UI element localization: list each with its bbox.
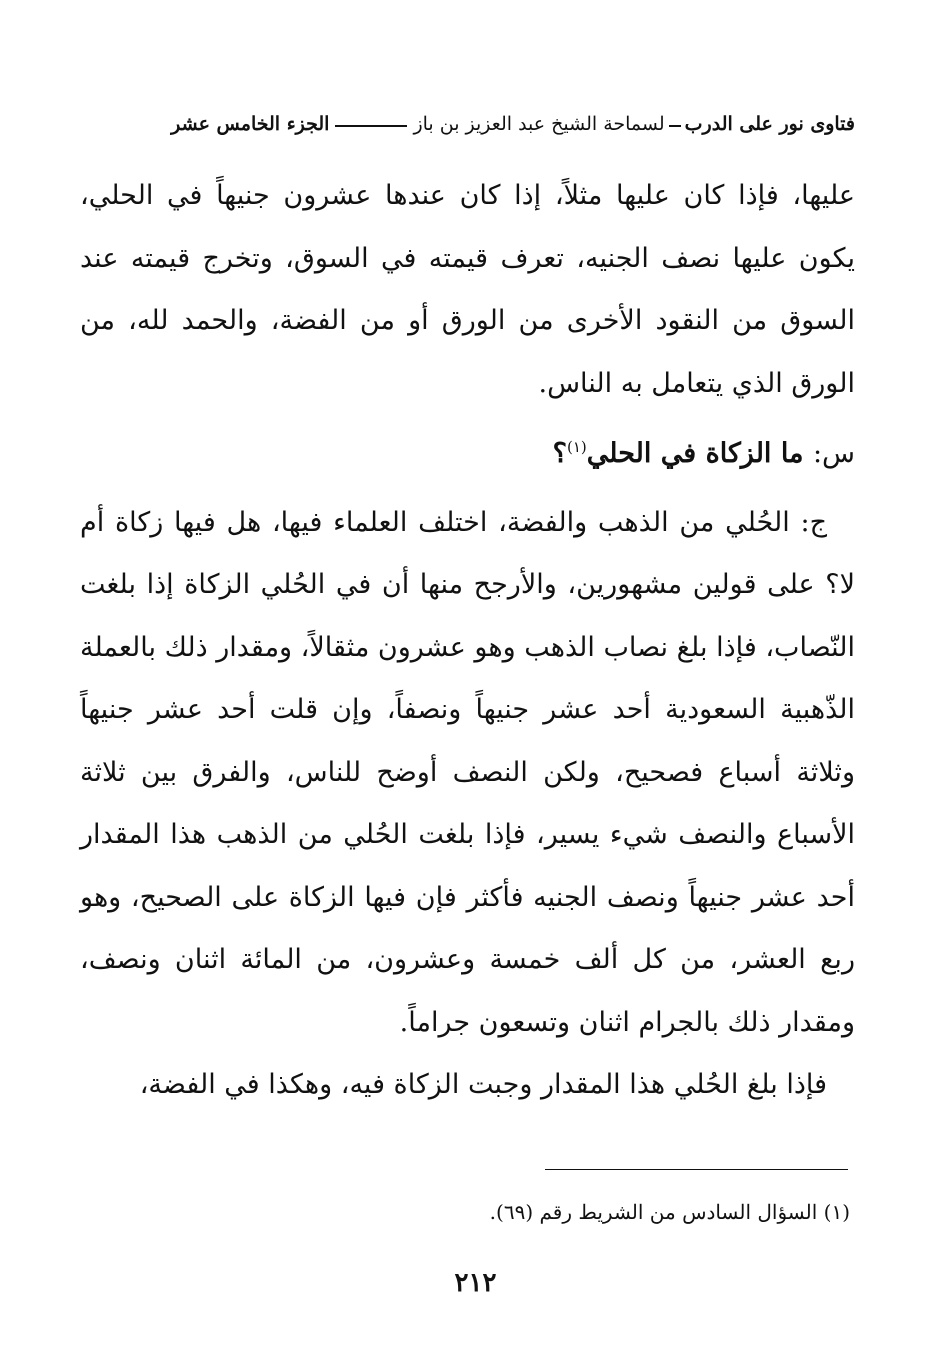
part-title: الجزء الخامس عشر [171,113,330,135]
main-text [80,165,855,1117]
answer-paragraph: ج: الحُلي من الذهب والفضة، اختلف العلماء فيها، هل فيها زكاة أم لا؟ على قولين مشهورين، والأرجح منها أن في الحُلي الزكاة إذا بلغت النّصاب، فإذا بلغ نصاب الذهب وهو عشرون مثقالاً، ومقدار ذلك بالعملة الذّهبية السعودية أحد عشر جنيهاً ونصفاً، وإن قلت أحد عشر جنيهاً وثلاثة أسباع فصحيح، ولكن النصف أوضح للناس، والفرق بين ثلاثة الأسباع والنصف شيء يسير، فإذا بلغت الحُلي من الذهب هذا المقدار أحد عشر جنيهاً ونصف الجنيه فأكثر فإن فيها الزكاة على الصحيح، وهو ربع العشر، من كل ألف خمسة وعشرون، من المائة اثنان ونصف، ومقدار ذلك بالجرام اثنان وتسعون جراماً. [80,506,855,1038]
author-name: لسماحة الشيخ عبد العزيز بن باز [413,113,665,135]
page-number: ٢١٢ [454,1268,497,1298]
paragraph: فإذا بلغ الحُلي هذا المقدار وجبت الزكاة فيه، وهكذا في الفضة، [139,1069,827,1100]
question-text: ما الزكاة في الحلي [586,438,804,469]
footnote-reference[interactable]: (١) [566,438,587,456]
paragraph: عليها، فإذا كان عليها مثلاً، إذا كان عندها عشرون جنيهاً في الحلي، يكون عليها نصف الجنيه، تعرف قيمته في السوق، وتخرج قيمته عند السوق من النقود الأخرى من الورق أو من الفضة، والحمد لله، من الورق الذي يتعامل به الناس. [80,180,855,399]
running-header [95,104,855,144]
footnote: (١) السؤال السادس من الشريط رقم (٦٩). [489,1200,850,1224]
header-separator [335,125,407,127]
question-heading [80,423,855,486]
question-mark: ؟ [552,438,567,469]
question-prefix: س: [812,438,855,469]
header-separator [669,125,681,127]
book-title: فتاوى نور على الدرب [684,113,855,135]
footnote-divider [545,1169,848,1170]
